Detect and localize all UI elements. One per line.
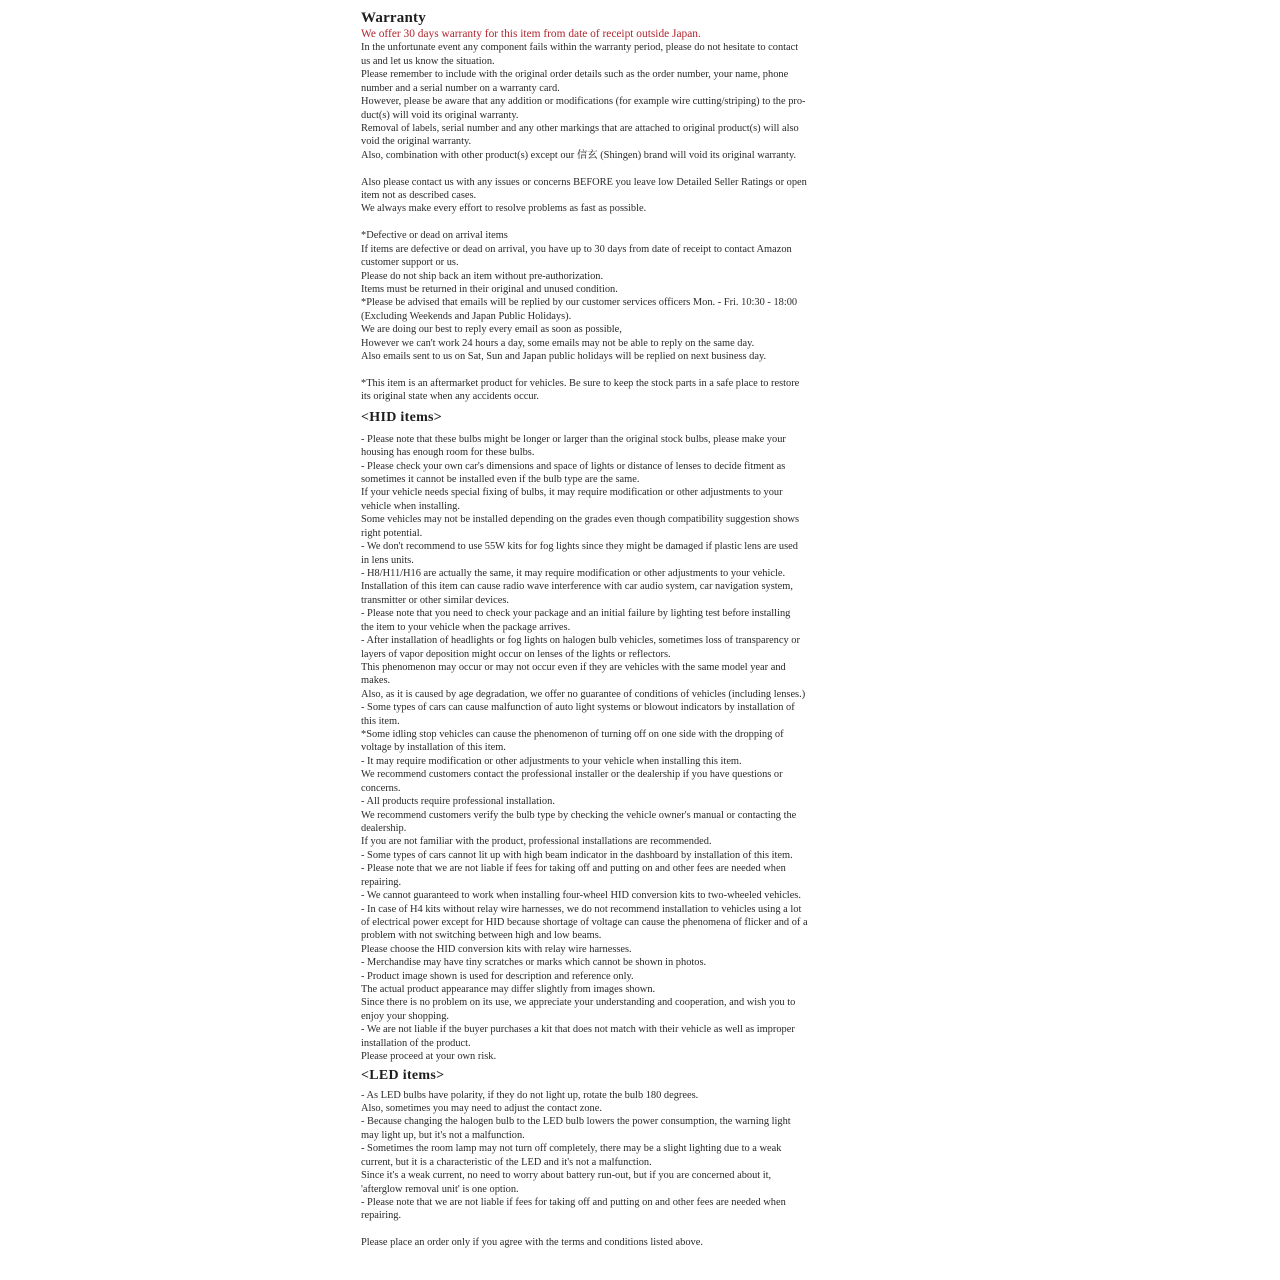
spacer <box>361 364 921 377</box>
text-line: vehicle when installing. <box>361 500 460 512</box>
text-line: We recommend customers contact the professional installer or the dealership if you have questions or <box>361 769 783 781</box>
spacer <box>361 216 921 229</box>
text-line: - In case of H4 kits without relay wire harnesses, we do not recommend installation to vehicles using a lot <box>361 903 802 915</box>
text-line: - Please note that we are not liable if fees for taking off and putting on and other fees are needed when <box>361 863 786 875</box>
text-line: voltage by installation of this item. <box>361 742 506 754</box>
text-line: - Please check your own car's dimensions and space of lights or distance of lenses to decide fitment as <box>361 460 786 472</box>
text-line: number and a serial number on a warranty card. <box>361 82 560 94</box>
text-line: Also, combination with other product(s) except our 信玄 (Shingen) brand will void its original warranty. <box>361 149 797 161</box>
text-line: void the original warranty. <box>361 136 472 148</box>
text-line: its original state when any accidents occur. <box>361 391 540 403</box>
text-line: the item to your vehicle when the package arrives. <box>361 621 571 633</box>
text-line: 'afterglow removal unit' is one option. <box>361 1183 519 1195</box>
warranty-body <box>361 41 921 162</box>
text-line: Removal of labels, serial number and any other markings that are attached to original product(s) will also <box>361 122 799 134</box>
text-line: - Because changing the halogen bulb to the LED bulb lowers the power consumption, the warning light <box>361 1116 791 1128</box>
text-line: Also emails sent to us on Sat, Sun and Japan public holidays will be replied on next business day. <box>361 351 767 363</box>
text-line: *Some idling stop vehicles can cause the phenomenon of turning off on one side with the dropping of <box>361 729 784 741</box>
text-line: If you are not familiar with the product, professional installations are recommended. <box>361 836 712 848</box>
text-line: Please proceed at your own risk. <box>361 1051 497 1063</box>
text-line: (Excluding Weekends and Japan Public Holidays). <box>361 310 572 322</box>
text-line: - Please note that we are not liable if fees for taking off and putting on and other fees are needed when <box>361 1196 786 1208</box>
text-line: Also, sometimes you may need to adjust the contact zone. <box>361 1103 602 1115</box>
text-line: repairing. <box>361 1210 402 1222</box>
text-line: - Please note that you need to check your package and an initial failure by lighting test before installing <box>361 608 791 620</box>
text-line: Also please contact us with any issues or concerns BEFORE you leave low Detailed Seller Ratings or open <box>361 176 807 188</box>
warranty-notice: We offer 30 days warranty for this item from date of receipt outside Japan. <box>361 28 701 40</box>
text-line: us and let us know the situation. <box>361 55 495 67</box>
text-line: housing has enough room for these bulbs. <box>361 447 535 459</box>
text-line: - Please note that these bulbs might be longer or larger than the original stock bulbs, please make your <box>361 433 786 445</box>
text-line: However we can't work 24 hours a day, some emails may not be able to reply on the same day. <box>361 337 755 349</box>
text-line: may light up, but it's not a malfunction. <box>361 1129 525 1141</box>
text-line: - Some types of cars cannot lit up with high beam indicator in the dashboard by installation of this item. <box>361 849 793 861</box>
text-line: We always make every effort to resolve problems as fast as possible. <box>361 203 647 215</box>
text-line: duct(s) will void its original warranty. <box>361 109 519 121</box>
text-line: Also, as it is caused by age degradation, we offer no guarantee of conditions of vehicles (including lenses.) <box>361 688 806 700</box>
text-line: Please do not ship back an item without pre-authorization. <box>361 270 604 282</box>
spacer <box>361 1223 921 1236</box>
text-line: Items must be returned in their original and unused condition. <box>361 283 618 295</box>
text-line: If your vehicle needs special fixing of bulbs, it may require modification or other adjustments to your <box>361 487 783 499</box>
text-line: Please remember to include with the original order details such as the order number, your name, phone <box>361 69 789 81</box>
text-line: customer support or us. <box>361 257 459 269</box>
text-line: *Defective or dead on arrival items <box>361 230 508 242</box>
spacer <box>361 162 921 175</box>
text-line: this item. <box>361 715 400 727</box>
text-line: In the unfortunate event any component fails within the warranty period, please do not hesitate to contact <box>361 42 799 54</box>
text-line: - We don't recommend to use 55W kits for fog lights since they might be damaged if plastic lens are used <box>361 541 798 553</box>
text-line: dealership. <box>361 823 407 834</box>
text-line: - It may require modification or other adjustments to your vehicle when installing this item. <box>361 755 742 767</box>
text-line: - Sometimes the room lamp may not turn off completely, there may be a slight lighting due to a weak <box>361 1143 782 1155</box>
text-line: Installation of this item can cause radio wave interference with car audio system, car navigation system, <box>361 581 793 593</box>
text-line: The actual product appearance may differ slightly from images shown. <box>361 984 656 996</box>
text-line: - Product image shown is used for description and reference only. <box>361 970 634 982</box>
document-page <box>361 8 921 1250</box>
text-line: If items are defective or dead on arrival, you have up to 30 days from date of receipt to contact Amazon <box>361 243 792 255</box>
text-line: However, please be aware that any addition or modifications (for example wire cutting/striping) to the pro- <box>361 96 806 108</box>
text-line: Some vehicles may not be installed depending on the grades even though compatibility suggestion shows <box>361 514 800 526</box>
text-line: - Merchandise may have tiny scratches or marks which cannot be shown in photos. <box>361 957 707 969</box>
text-line: - We are not liable if the buyer purchases a kit that does not match with their vehicle as well as improper <box>361 1024 795 1036</box>
text-line: Since it's a weak current, no need to worry about battery run-out, but if you are concerned about it, <box>361 1170 772 1182</box>
warranty-title: Warranty <box>361 10 426 26</box>
text-line: in lens units. <box>361 554 414 566</box>
closing-statement: Please place an order only if you agree with the terms and conditions listed above. <box>361 1237 703 1249</box>
text-line: This phenomenon may occur or may not occur even if they are vehicles with the same model year and <box>361 661 786 673</box>
aftermarket-paragraph <box>361 377 921 404</box>
led-items-heading: <LED items> <box>361 1067 445 1083</box>
text-line: transmitter or other similar devices. <box>361 594 510 606</box>
text-line: of electrical power except for HID because shortage of voltage can cause the phenomena of flicker and of a <box>361 916 808 928</box>
defective-items-paragraph <box>361 229 921 363</box>
led-items-body <box>361 1089 921 1223</box>
text-line: item not as described cases. <box>361 190 477 202</box>
text-line: repairing. <box>361 876 402 888</box>
text-line: - We cannot guaranteed to work when installing four-wheel HID conversion kits to two-wheeled vehicles. <box>361 890 801 902</box>
text-line: Please choose the HID conversion kits with relay wire harnesses. <box>361 943 632 955</box>
text-line: layers of vapor deposition might occur on lenses of the lights or reflectors. <box>361 648 671 660</box>
text-line: makes. <box>361 675 391 687</box>
contact-paragraph <box>361 176 921 216</box>
hid-items-heading: <HID items> <box>361 409 443 425</box>
text-line: Since there is no problem on its use, we appreciate your understanding and cooperation, and wish you to <box>361 997 796 1009</box>
text-line: - After installation of headlights or fog lights on halogen bulb vehicles, sometimes loss of transparency or <box>361 635 800 647</box>
text-line: - As LED bulbs have polarity, if they do not light up, rotate the bulb 180 degrees. <box>361 1089 699 1101</box>
text-line: We are doing our best to reply every email as soon as possible, <box>361 324 622 336</box>
text-line: - Some types of cars can cause malfunction of auto light systems or blowout indicators by installation of <box>361 702 795 714</box>
text-line: concerns. <box>361 782 401 794</box>
text-line: *Please be advised that emails will be replied by our customer services officers Mon. - Fri. 10:30 - 18:00 <box>361 297 798 309</box>
text-line: problem with not switching between high and low beams. <box>361 930 602 942</box>
text-line: current, but it is a characteristic of the LED and it's not a malfunction. <box>361 1156 652 1168</box>
text-line: - H8/H11/H16 are actually the same, it may require modification or other adjustments to your vehicle. <box>361 567 786 579</box>
text-line: *This item is an aftermarket product for vehicles. Be sure to keep the stock parts in a safe place to restore <box>361 377 800 389</box>
text-line: - All products require professional installation. <box>361 796 555 808</box>
text-line: sometimes it cannot be installed even if the bulb type are the same. <box>361 474 640 486</box>
text-line: right potential. <box>361 527 423 539</box>
hid-items-body <box>361 433 921 1064</box>
text-line: We recommend customers verify the bulb type by checking the vehicle owner's manual or contacting the <box>361 809 797 821</box>
text-line: installation of the product. <box>361 1037 471 1049</box>
text-line: enjoy your shopping. <box>361 1010 450 1022</box>
